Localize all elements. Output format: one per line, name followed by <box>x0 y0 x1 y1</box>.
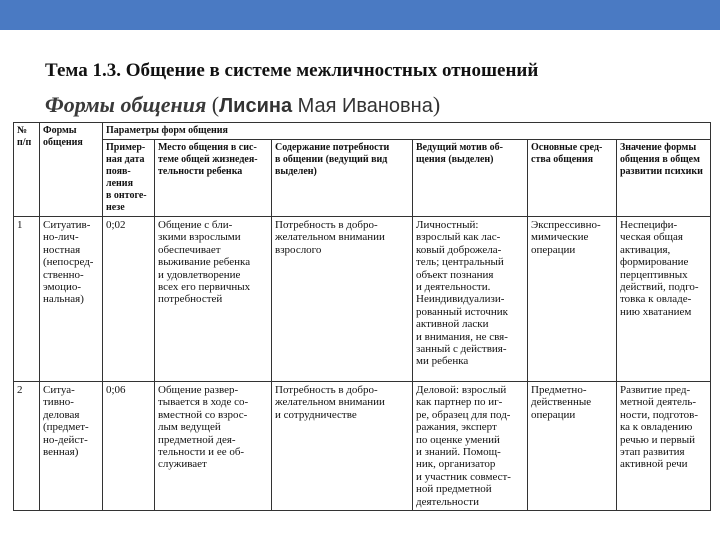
text-line: желательном внимании <box>275 231 385 244</box>
cell-form <box>40 217 103 382</box>
text-line: появ- <box>106 166 131 177</box>
text-line: деятельности <box>416 495 479 508</box>
text-line: лым ведущей <box>158 421 221 434</box>
text-line: и участник совмест- <box>416 470 511 483</box>
text-line: Значение формы <box>620 142 697 153</box>
cell-motive <box>413 217 528 382</box>
text-line: Ситуатив- <box>43 219 91 231</box>
text-line: Развитие пред- <box>620 384 691 396</box>
text-line: ми ребенка <box>416 355 469 368</box>
text-line: и деятельности. <box>416 281 491 294</box>
subtitle-author-name: Мая Ивановна <box>297 95 433 117</box>
forms-table <box>13 122 711 511</box>
text-line: тельности и ее об- <box>158 446 245 459</box>
text-line: но-лич- <box>43 231 79 244</box>
text-line: Деловой: взрослый <box>416 384 507 396</box>
slide-subtitle: Формы общения (Лисина Мая Ивановна) <box>45 92 441 117</box>
text-line: Содержание потребности <box>275 142 390 153</box>
text-line: ностная <box>43 243 81 256</box>
text-line: эмоцио- <box>43 281 82 294</box>
text-line: Предметно- <box>531 384 587 396</box>
text-line: но-дейст- <box>43 433 88 446</box>
text-line: № <box>17 125 28 136</box>
text-line: Неиндивидуализи- <box>416 293 505 306</box>
text-line: Неспецифи- <box>620 219 678 231</box>
text-line: (предмет- <box>43 421 89 434</box>
text-line: мимические <box>531 231 589 244</box>
text-line: активной ласки <box>416 318 489 331</box>
header-value <box>617 140 711 217</box>
header-params: Параметры форм общения <box>103 123 711 140</box>
text-line: тельности ребенка <box>158 166 243 177</box>
cell-need <box>272 217 413 382</box>
text-line: ной предметной <box>416 483 492 496</box>
cell-place <box>155 382 272 511</box>
text-line: речью и первый <box>620 433 696 446</box>
cell-num: 1 <box>14 217 40 382</box>
cell-date: 0;02 <box>103 217 155 382</box>
text-line: ности, подготов- <box>620 408 699 421</box>
text-line: незе <box>106 202 125 213</box>
text-line: предметной дея- <box>158 433 236 446</box>
text-line: обеспечивает <box>158 243 221 256</box>
cell-place <box>155 217 272 382</box>
text-line: Экспрессивно- <box>531 219 601 231</box>
text-line: ковый доброжела- <box>416 243 502 256</box>
text-line: ре, образец для под- <box>416 408 511 421</box>
header-need <box>272 140 413 217</box>
text-line: желательном внимании <box>275 396 385 409</box>
text-line: Ведущий мотив об- <box>416 142 503 153</box>
text-line: тивно- <box>43 396 74 409</box>
text-line: Основные сред- <box>531 142 603 153</box>
cell-form <box>40 382 103 511</box>
text-line: общения <box>43 137 83 148</box>
header-means <box>528 140 617 217</box>
cell-means <box>528 217 617 382</box>
header-place <box>155 140 272 217</box>
text-line: зкими взрослыми <box>158 231 241 244</box>
header-motive <box>413 140 528 217</box>
text-line: п/п <box>17 137 32 148</box>
text-line: ления <box>106 178 133 189</box>
text-line: товка к овладе- <box>620 293 692 306</box>
text-line: ник, организатор <box>416 458 496 471</box>
text-line: деловая <box>43 408 80 421</box>
subtitle-forms: Формы общения <box>45 92 207 117</box>
text-line: общения в общем <box>620 154 700 165</box>
subtitle-author-surname: Лисина <box>219 95 293 117</box>
text-line: тывается в ходе со- <box>158 396 249 409</box>
cell-need <box>272 382 413 511</box>
table-row <box>14 382 711 511</box>
cell-means <box>528 382 617 511</box>
text-line: действий, подго- <box>620 281 699 294</box>
header-num <box>14 123 40 217</box>
text-line: Потребность в добро- <box>275 384 378 396</box>
text-line: тель; центральный <box>416 256 504 269</box>
text-line: ства общения <box>531 154 594 165</box>
text-line: нальная) <box>43 293 84 306</box>
text-line: рованный источник <box>416 305 509 318</box>
text-line: Потребность в добро- <box>275 219 378 231</box>
text-line: венная) <box>43 446 79 459</box>
text-line: теме общей жизнедея- <box>158 154 258 165</box>
text-line: Ситуа- <box>43 384 75 396</box>
slide-title: Тема 1.3. Общение в системе межличностных отношений <box>45 60 539 81</box>
text-line: активной речи <box>620 458 688 471</box>
table-subheader-row <box>14 140 711 217</box>
text-line: операции <box>531 243 576 256</box>
text-line: метной деятель- <box>620 396 697 409</box>
cell-motive <box>413 382 528 511</box>
text-line: действенные <box>531 396 592 409</box>
text-line: и удовлетворение <box>158 268 241 281</box>
text-line: Место общения в сис- <box>158 142 257 153</box>
text-line: щения (выделен) <box>416 154 494 165</box>
text-line: формирование <box>620 256 689 269</box>
text-line: по оценке умений <box>416 433 500 446</box>
text-line: Общение с бли- <box>158 219 233 231</box>
text-line: вместной со взрос- <box>158 408 248 421</box>
text-line: выделен) <box>275 166 317 177</box>
text-line: Общение развер- <box>158 384 239 396</box>
text-line: взрослого <box>275 243 322 256</box>
text-line: нию хватанием <box>620 305 692 318</box>
text-line: служивает <box>158 458 207 471</box>
top-bar <box>0 0 720 30</box>
text-line: этап развития <box>620 446 685 459</box>
text-line: развитии психики <box>620 166 703 177</box>
text-line: объект познания <box>416 268 494 281</box>
cell-num: 2 <box>14 382 40 511</box>
text-line: взрослый как лас- <box>416 231 501 244</box>
text-line: Формы <box>43 125 77 136</box>
table-row <box>14 217 711 382</box>
header-forms <box>40 123 103 217</box>
text-line: выживание ребенка <box>158 256 251 269</box>
text-line: и знаний. Помощ- <box>416 446 501 459</box>
text-line: Пример- <box>106 142 146 153</box>
text-line: и внимания, не свя- <box>416 330 508 343</box>
text-line: в общении (ведущий вид <box>275 154 388 165</box>
text-line: ственно- <box>43 268 84 281</box>
text-line: перцептивных <box>620 268 688 281</box>
text-line: занный с действия- <box>416 343 507 356</box>
text-line: в онтоге- <box>106 190 147 201</box>
text-line: (непосред- <box>43 256 94 269</box>
text-line: ражания, эксперт <box>416 421 497 434</box>
cell-value <box>617 217 711 382</box>
text-line: как партнер по иг- <box>416 396 503 409</box>
text-line: ная дата <box>106 154 145 165</box>
text-line: активация, <box>620 243 671 256</box>
text-line: операции <box>531 408 576 421</box>
cell-date: 0;06 <box>103 382 155 511</box>
text-line: потребностей <box>158 293 223 306</box>
text-line: и сотрудничестве <box>275 408 357 421</box>
text-line: ка к овладению <box>620 421 693 434</box>
text-line: ческая общая <box>620 231 683 244</box>
cell-value <box>617 382 711 511</box>
header-date <box>103 140 155 217</box>
text-line: всех его первичных <box>158 281 251 294</box>
text-line: Личностный: <box>416 219 479 231</box>
table-header-row <box>14 123 711 140</box>
